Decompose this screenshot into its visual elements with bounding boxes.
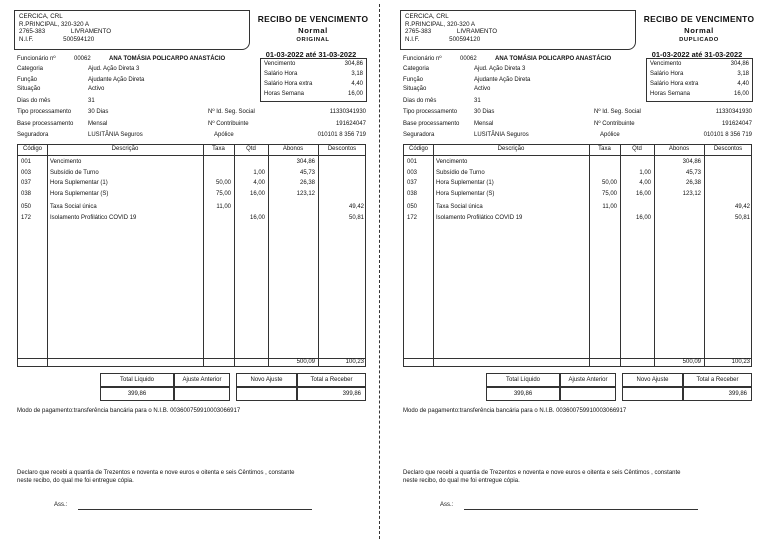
row-qty: 16,00	[635, 190, 651, 197]
row-code: 037	[407, 180, 418, 186]
policy-value: 010101 8 356 719	[703, 132, 752, 138]
prev-adjust-label: Ajuste Anterior	[560, 373, 616, 387]
col-divider	[704, 145, 705, 366]
row-rate: 11,00	[216, 204, 231, 210]
row-deductions: 50,81	[348, 214, 364, 221]
row-code: 001	[407, 159, 418, 165]
row-rate: 11,00	[602, 204, 617, 210]
receipt-title: RECIBO DE VENCIMENTO	[257, 14, 369, 24]
header-divider	[404, 155, 751, 156]
items-table	[17, 144, 366, 367]
period: 01-03-2022 até 31-03-2022	[651, 50, 743, 59]
policy-label: Apólice	[600, 132, 620, 138]
company-nif-row	[19, 36, 245, 44]
company-postal-row	[19, 28, 245, 36]
copy-label: ORIGINAL	[296, 37, 330, 43]
declaration-line-1: Declaro que recebi a quantia de Trezentos e noventa e nove euros e oitenta e seis Cêntimos , constante	[403, 470, 681, 476]
row-code: 172	[21, 214, 32, 221]
taxpayer-value: 191624047	[335, 121, 366, 127]
row-description: Taxa Social única	[436, 204, 483, 210]
row-deductions: 50,81	[734, 214, 750, 221]
receipt-original	[0, 0, 376, 543]
row-code: 050	[21, 204, 32, 210]
col-divider	[268, 145, 269, 366]
nif-value: 500594120	[63, 35, 95, 43]
company-box	[14, 10, 250, 50]
declaration-line-2: neste recibo, do qual me foi entregue cópia.	[17, 478, 134, 484]
col-divider	[203, 145, 204, 366]
row-description: Subsídio de Turno	[436, 169, 485, 176]
row-earnings: 45,73	[685, 169, 701, 176]
row-earnings: 304,86	[296, 159, 315, 165]
proc-type-value: 30 Dias	[88, 109, 109, 115]
copy-label: DUPLICADO	[679, 37, 719, 43]
rate-value: 4,40	[737, 81, 749, 87]
row-description: Hora Suplementar (S)	[50, 190, 109, 197]
col-divider	[318, 145, 319, 366]
row-code: 001	[21, 159, 32, 165]
rate-value: 3,18	[351, 71, 363, 77]
days-value: 31	[88, 98, 95, 104]
company-postal: 2765-383	[405, 28, 432, 36]
row-rate: 75,00	[215, 190, 231, 197]
signature-line	[464, 509, 698, 510]
signature-label: Ass.:	[440, 502, 454, 508]
row-code: 050	[407, 204, 418, 210]
insurer-value: LUSITÂNIA Seguros	[88, 132, 143, 138]
function-value: Ajudante Ação Direta	[474, 77, 531, 83]
row-description: Vencimento	[436, 159, 468, 165]
nif-label: N.I.F.	[19, 35, 34, 43]
row-description: Hora Suplementar (1)	[50, 180, 108, 186]
row-description: Vencimento	[50, 159, 82, 165]
ss-label: Nº Id. Seg. Social	[208, 109, 255, 115]
total-deductions: 100,23	[731, 359, 750, 365]
row-rate: 75,00	[601, 190, 617, 197]
receive-value: 399,86	[297, 387, 366, 401]
row-code: 172	[407, 214, 418, 221]
situation-value: Activo	[88, 86, 105, 92]
company-address: R.PRINCIPAL, 320-320 A	[19, 20, 90, 28]
row-description: Subsídio de Turno	[50, 169, 99, 176]
row-qty: 16,00	[635, 214, 651, 221]
ss-value: 11330341930	[715, 109, 752, 115]
row-description: Taxa Social única	[50, 204, 97, 210]
row-qty: 4,00	[639, 180, 651, 186]
rate-label: Salário Hora extra	[650, 81, 699, 87]
rate-label: Vencimento	[264, 61, 296, 67]
row-deductions: 49,42	[348, 204, 364, 210]
rate-row	[264, 69, 363, 79]
situation-value: Activo	[474, 86, 491, 92]
rate-row	[264, 59, 363, 69]
row-description: Isolamento Profilático COVID 19	[50, 214, 137, 221]
employee-number-label: Funcionário nº	[403, 56, 442, 62]
rate-row	[650, 89, 749, 99]
row-earnings: 123,12	[682, 190, 701, 197]
prev-adjust-label: Ajuste Anterior	[174, 373, 230, 387]
header-qty: Qtd	[632, 146, 642, 152]
rates-box	[646, 58, 753, 102]
row-qty: 1,00	[253, 169, 265, 176]
rate-label: Horas Semana	[650, 91, 691, 97]
header-divider	[18, 155, 365, 156]
rate-label: Salário Hora extra	[264, 81, 313, 87]
header-earnings: Abonos	[282, 146, 304, 152]
net-label: Total Líquido	[486, 373, 560, 387]
row-code: 038	[407, 190, 418, 197]
nif-label: N.I.F.	[405, 35, 420, 43]
receive-label: Total a Receber	[297, 373, 366, 387]
rates-box	[260, 58, 367, 102]
row-earnings: 304,86	[682, 159, 701, 165]
signature-label: Ass.:	[54, 502, 68, 508]
company-nif-row	[405, 36, 631, 44]
ss-value: 11330341930	[329, 109, 366, 115]
new-adjust-label: Novo Ajuste	[622, 373, 683, 387]
new-adjust-value	[236, 387, 297, 401]
declaration	[17, 469, 357, 485]
days-value: 31	[474, 98, 481, 104]
payment-method: Modo de pagamento:transferência bancária para o N.I.B. 003600759910003066917	[403, 408, 627, 414]
days-label: Dias do mês	[403, 98, 437, 104]
category-label: Categoria	[403, 66, 430, 72]
taxpayer-label: Nº Contribuinte	[208, 121, 249, 127]
proc-type-value: 30 Dias	[474, 109, 495, 115]
row-earnings: 45,73	[299, 169, 315, 176]
company-name: CERCICA, CRL	[19, 13, 63, 20]
receive-label: Total a Receber	[683, 373, 752, 387]
employee-number: 00062	[460, 56, 477, 62]
company-address: R.PRINCIPAL, 320-320 A	[405, 20, 476, 28]
rate-row	[264, 79, 363, 89]
category-value: Ajud. Ação Direta 3	[474, 66, 526, 72]
function-label: Função	[403, 77, 424, 83]
taxpayer-label: Nº Contribuinte	[594, 121, 635, 127]
rate-label: Horas Semana	[264, 91, 305, 97]
row-deductions: 49,42	[734, 204, 750, 210]
function-label: Função	[17, 77, 38, 83]
cut-divider	[379, 4, 380, 539]
company-postal-row	[405, 28, 631, 36]
items-table	[403, 144, 752, 367]
col-divider	[234, 145, 235, 366]
row-qty: 1,00	[639, 169, 651, 176]
policy-value: 010101 8 356 719	[317, 132, 366, 138]
taxpayer-value: 191624047	[721, 121, 752, 127]
row-earnings: 123,12	[296, 190, 315, 197]
total-earnings: 500,09	[682, 359, 701, 365]
company-name: CERCICA, CRL	[405, 13, 449, 20]
receipt-type: Normal	[684, 26, 714, 35]
row-qty: 4,00	[253, 180, 265, 186]
row-earnings: 26,38	[685, 180, 701, 186]
receipt-duplicate	[386, 0, 762, 543]
declaration	[403, 469, 743, 485]
net-value: 399,86	[486, 387, 560, 401]
rate-label: Salário Hora	[264, 71, 298, 77]
header-description: Descrição	[497, 146, 525, 152]
rate-row	[650, 79, 749, 89]
company-locality: LIVRAMENTO	[70, 28, 112, 36]
col-divider	[620, 145, 621, 366]
header-code: Código	[22, 146, 42, 152]
row-description: Hora Suplementar (S)	[436, 190, 495, 197]
net-value: 399,86	[100, 387, 174, 401]
row-qty: 16,00	[249, 190, 265, 197]
net-label: Total Líquido	[100, 373, 174, 387]
prev-adjust-value	[560, 387, 616, 401]
row-earnings: 26,38	[299, 180, 315, 186]
receipt-title: RECIBO DE VENCIMENTO	[643, 14, 755, 24]
totals-box	[486, 373, 752, 401]
rate-label: Vencimento	[650, 61, 682, 67]
row-rate: 50,00	[601, 180, 617, 186]
prev-adjust-value	[174, 387, 230, 401]
base-value: Mensal	[474, 121, 494, 127]
new-adjust-value	[622, 387, 683, 401]
total-deductions: 100,23	[345, 359, 364, 365]
rate-row	[650, 69, 749, 79]
col-divider	[589, 145, 590, 366]
receipt-type: Normal	[298, 26, 328, 35]
function-value: Ajudante Ação Direta	[88, 77, 145, 83]
policy-label: Apólice	[214, 132, 234, 138]
period: 01-03-2022 até 31-03-2022	[265, 50, 357, 59]
nif-value: 500594120	[449, 35, 481, 43]
row-code: 038	[21, 190, 32, 197]
row-qty: 16,00	[249, 214, 265, 221]
header-code: Código	[408, 146, 428, 152]
company-postal: 2765-383	[19, 28, 46, 36]
receipt-header	[638, 14, 760, 43]
category-value: Ajud. Ação Direta 3	[88, 66, 140, 72]
proc-type-label: Tipo processamento	[17, 109, 72, 115]
company-box	[400, 10, 636, 50]
insurer-label: Seguradora	[17, 132, 49, 138]
employee-number: 00062	[74, 56, 91, 62]
total-earnings: 500,09	[296, 359, 315, 365]
rate-value: 3,18	[737, 71, 749, 77]
header-rate: Taxa	[598, 146, 611, 152]
payment-method: Modo de pagamento:transferência bancária para o N.I.B. 003600759910003066917	[17, 408, 241, 414]
header-earnings: Abonos	[668, 146, 690, 152]
rate-label: Salário Hora	[650, 71, 684, 77]
base-label: Base processamento	[403, 121, 460, 127]
header-qty: Qtd	[246, 146, 256, 152]
ss-label: Nº Id. Seg. Social	[594, 109, 641, 115]
rate-row	[264, 89, 363, 99]
header-deductions: Descontos	[327, 146, 357, 152]
row-code: 003	[21, 169, 32, 176]
new-adjust-label: Novo Ajuste	[236, 373, 297, 387]
declaration-line-1: Declaro que recebi a quantia de Trezentos e noventa e nove euros e oitenta e seis Cêntimos , constante	[17, 470, 295, 476]
situation-label: Situação	[17, 86, 41, 92]
col-divider	[654, 145, 655, 366]
category-label: Categoria	[17, 66, 44, 72]
rate-value: 304,86	[730, 61, 749, 67]
receive-value: 399,86	[683, 387, 752, 401]
base-label: Base processamento	[17, 121, 74, 127]
proc-type-label: Tipo processamento	[403, 109, 458, 115]
situation-label: Situação	[403, 86, 427, 92]
rate-value: 4,40	[351, 81, 363, 87]
rate-value: 16,00	[733, 91, 749, 97]
totals-box	[100, 373, 366, 401]
row-code: 037	[21, 180, 32, 186]
rate-value: 16,00	[347, 91, 363, 97]
employee-number-label: Funcionário nº	[17, 56, 56, 62]
row-description: Hora Suplementar (1)	[436, 180, 494, 186]
signature-line	[78, 509, 312, 510]
col-divider	[47, 145, 48, 366]
row-description: Isolamento Profilático COVID 19	[436, 214, 523, 221]
row-rate: 50,00	[215, 180, 231, 186]
header-rate: Taxa	[212, 146, 225, 152]
receipt-header	[252, 14, 374, 43]
col-divider	[433, 145, 434, 366]
rate-row	[650, 59, 749, 69]
insurer-value: LUSITÂNIA Seguros	[474, 132, 529, 138]
base-value: Mensal	[88, 121, 108, 127]
rate-value: 304,86	[344, 61, 363, 67]
declaration-line-2: neste recibo, do qual me foi entregue cópia.	[403, 478, 520, 484]
insurer-label: Seguradora	[403, 132, 435, 138]
employee-name: ANA TOMÁSIA POLICARPO ANASTÁCIO	[495, 56, 612, 62]
employee-name: ANA TOMÁSIA POLICARPO ANASTÁCIO	[109, 56, 226, 62]
header-deductions: Descontos	[713, 146, 743, 152]
company-locality: LIVRAMENTO	[456, 28, 498, 36]
row-code: 003	[407, 169, 418, 176]
header-description: Descrição	[111, 146, 139, 152]
days-label: Dias do mês	[17, 98, 51, 104]
